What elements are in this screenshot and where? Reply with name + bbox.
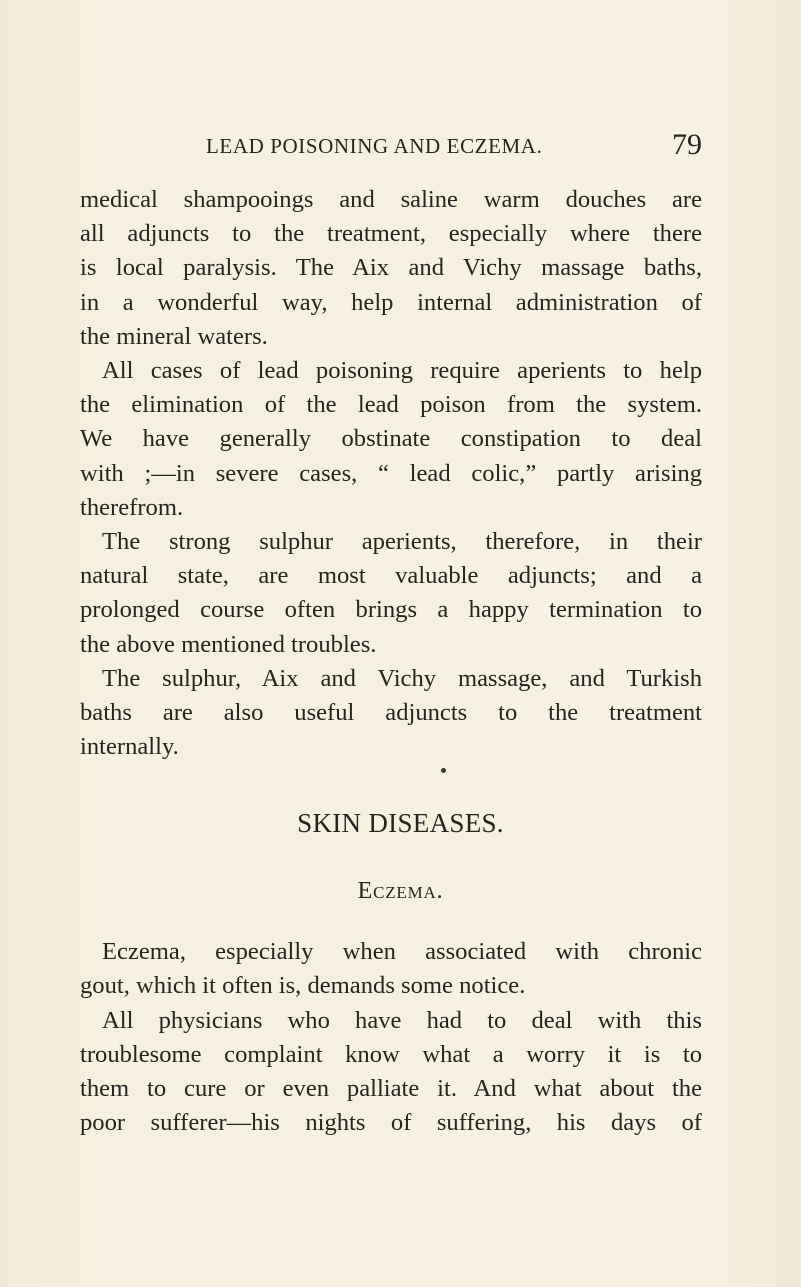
section-subheading: Eczema.	[357, 878, 444, 904]
ink-speck	[441, 768, 446, 773]
text-line: prolonged course often brings a happy termination to	[80, 596, 702, 624]
text-line: The sulphur, Aix and Vichy massage, and Turkish	[102, 664, 702, 692]
text-line: the elimination of the lead poison from the system.	[80, 391, 702, 419]
text-line: All cases of lead poisoning require aperients to help	[102, 357, 702, 385]
section-body-text	[80, 935, 702, 1141]
page-number: 79	[672, 128, 702, 161]
text-line: is local paralysis. The Aix and Vichy massage baths,	[80, 254, 702, 282]
text-line: the mineral waters.	[80, 322, 268, 350]
text-line: the above mentioned troubles.	[80, 630, 377, 658]
text-line: troublesome complaint know what a worry it is to	[80, 1040, 702, 1068]
text-line: All physicians who have had to deal with this	[102, 1006, 702, 1034]
section-heading: SKIN DISEASES.	[297, 808, 504, 838]
text-line: We have generally obstinate constipation to deal	[80, 425, 702, 453]
text-line: in a wonderful way, help internal administration of	[80, 288, 702, 316]
text-line: baths are also useful adjuncts to the treatment	[80, 699, 702, 727]
text-line: natural state, are most valuable adjuncts; and a	[80, 562, 702, 590]
text-line: medical shampooings and saline warm douches are	[80, 186, 702, 213]
text-line: gout, which it often is, demands some notice.	[80, 972, 526, 1000]
text-line: Eczema, especially when associated with chronic	[102, 938, 702, 965]
text-line: all adjuncts to the treatment, especially where there	[80, 220, 702, 248]
text-line: therefrom.	[80, 493, 184, 521]
text-line: poor sufferer—his nights of suffering, his days of	[80, 1109, 702, 1137]
running-head	[80, 130, 710, 166]
running-title: LEAD POISONING AND ECZEMA.	[206, 134, 543, 158]
text-line: with ;—in severe cases, “ lead colic,” partly arising	[80, 459, 702, 487]
text-line: them to cure or even palliate it. And what about the	[80, 1075, 702, 1103]
text-line: internally.	[80, 733, 179, 761]
text-line: The strong sulphur aperients, therefore, in their	[102, 528, 702, 556]
body-text	[80, 183, 702, 764]
